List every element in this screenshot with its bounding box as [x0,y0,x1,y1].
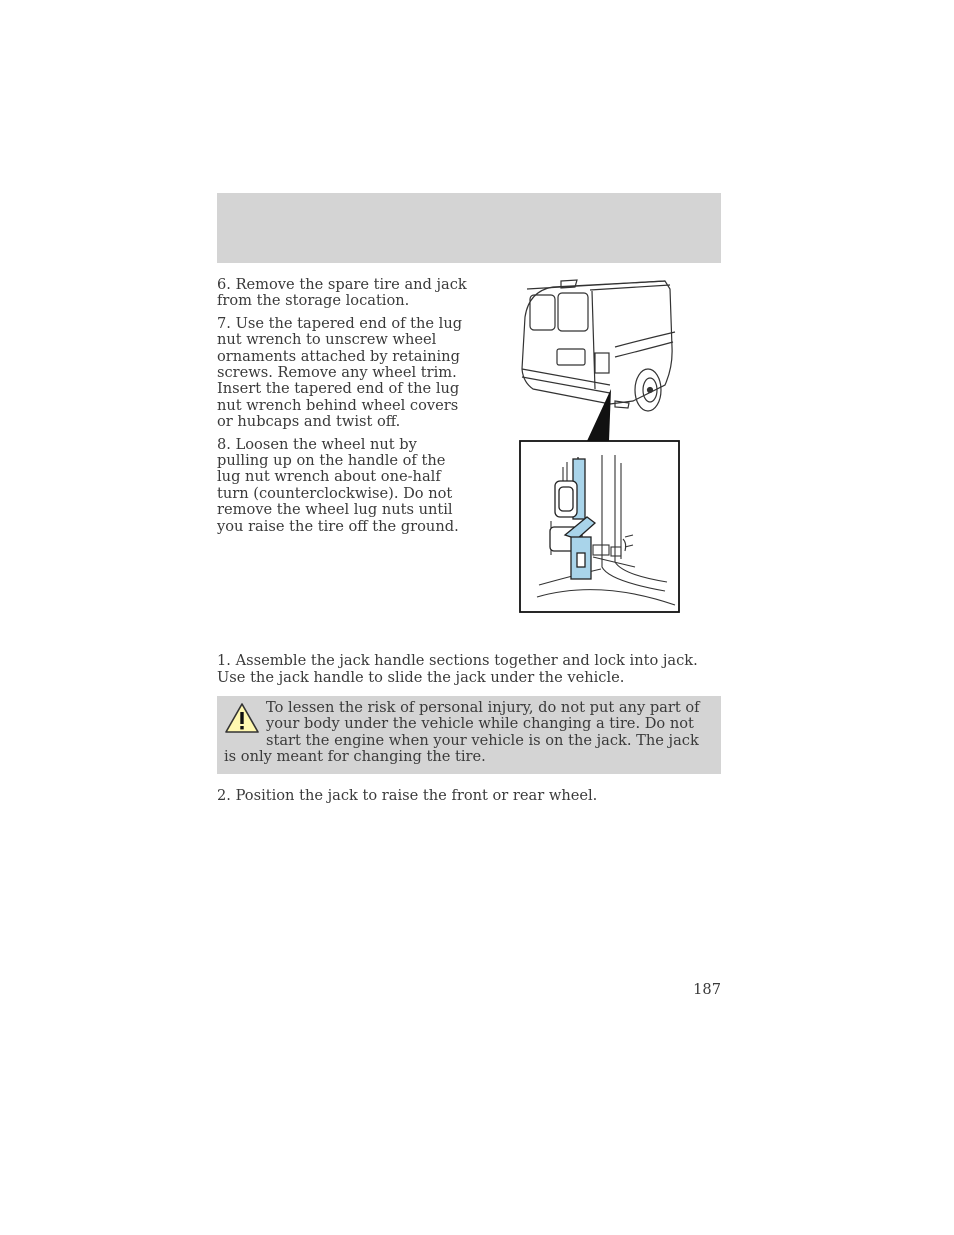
step-1-assemble: 1. Assemble the jack handle sections together and lock into jack. Use the jack handle to slide the jack under the vehicle. [217,652,698,686]
step-8: 8. Loosen the wheel nut by pulling up on the handle of the lug nut wrench about one-half turn (counterclockwise). Do not remove the wheel lug nuts until you raise the tire off the ground. [217,435,459,535]
page-number: 187 [693,981,721,998]
inset-frame [520,441,679,612]
step-7: 7. Use the tapered end of the lug nut wrench to unscrew wheel ornaments attached by retaining screws. Remove any wheel trim. Insert the tapered end of the lug nut wrench behind wheel covers or hubcaps and twist off. [217,314,463,431]
header-band [217,193,721,263]
warning-box [217,696,721,774]
warning-triangle-icon [224,702,260,734]
step-6: 6. Remove the spare tire and jack from the storage location. [217,276,467,310]
steps-top-column [217,277,467,541]
van-rear-view [522,280,675,411]
warning-text: To lessen the risk of personal injury, do not put any part of your body under the vehicle while changing a tire. Do not start the engine when your vehicle is on the jack. The jack is only meant for changing the tire. [224,699,700,766]
spare-tire-jack-illustration [515,277,685,617]
step-2-position: 2. Position the jack to raise the front or rear wheel. [217,787,598,804]
callout-pointer [587,389,611,441]
